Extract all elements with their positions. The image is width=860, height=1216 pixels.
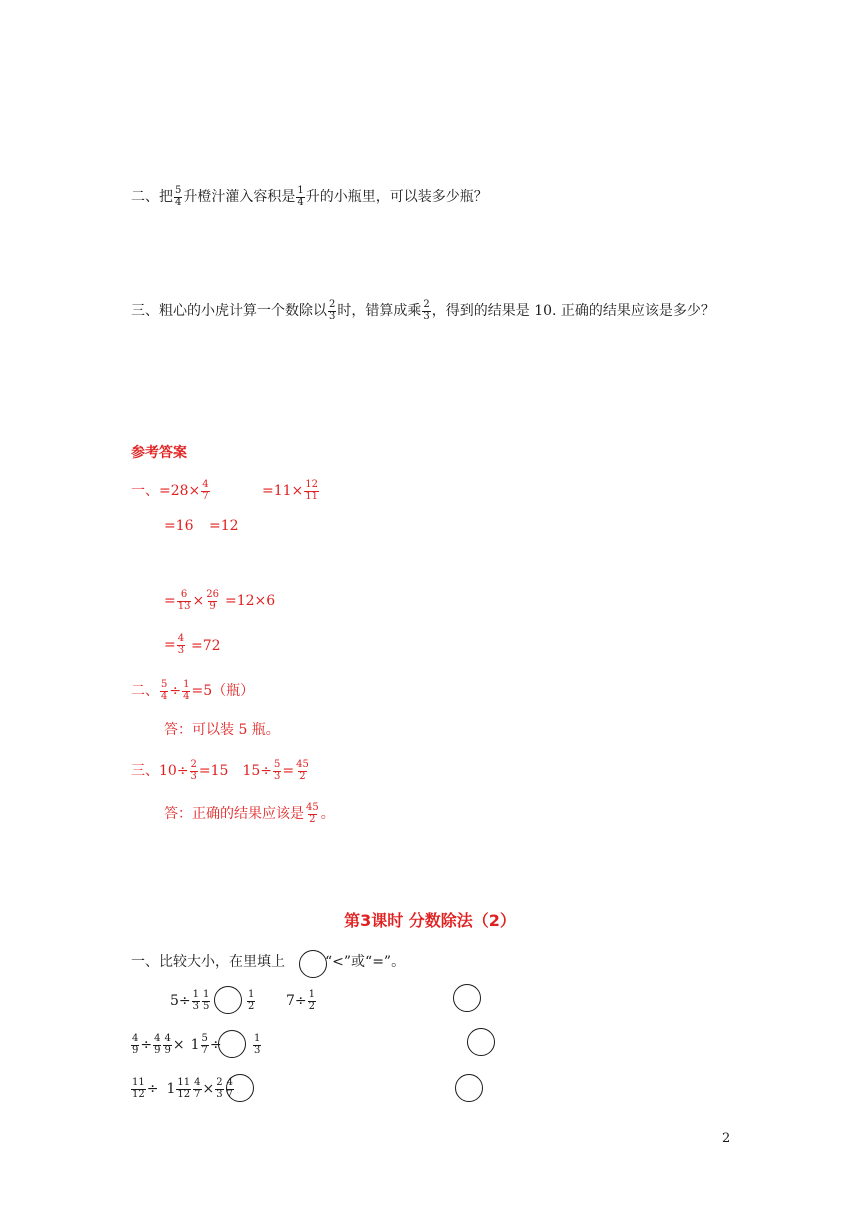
page-number: 2 bbox=[722, 1131, 731, 1146]
a2-fraction-1-4: $\frac{1}{4}$ bbox=[183, 679, 190, 702]
answer-2-text: 答：可以装 5 瓶。 bbox=[164, 722, 280, 738]
r3-fraction-2-3: $\frac{2}{3}$ bbox=[216, 1077, 223, 1100]
q3-fraction-2: $\frac{2}{3}$ bbox=[423, 299, 430, 322]
a3-fraction-5-3: $\frac{5}{3}$ bbox=[274, 759, 281, 782]
answer-3-text: 答：正确的结果应该是 $\frac{45}{2}$ 。 bbox=[164, 802, 335, 825]
answer-2-expression: 二、 $\frac{5}{4}$ ÷ $\frac{1}{4}$ =5（瓶） bbox=[131, 679, 255, 702]
answer-3-expression: 三、10÷ $\frac{2}{3}$ =15 15÷ $\frac{5}{3}$ = $\frac{45}{2}$ bbox=[131, 759, 309, 782]
r1-right-fraction-1-2: $\frac{1}{2}$ bbox=[308, 989, 316, 1012]
compare-row-2: $\frac{4}{9}$ ÷ $\frac{4}{9}$ $\frac{4}{9}$ × 1 $\frac{5}{7}$ ÷ bbox=[132, 1033, 222, 1056]
q2-prefix: 二、把 bbox=[131, 189, 173, 205]
compare-row-1-left: 5÷ $\frac{1}{3}$ $\frac{1}{5}$ bbox=[170, 989, 210, 1012]
q2-suffix: 升的小瓶里，可以装多少瓶？ bbox=[305, 189, 488, 205]
q3-suffix: ，得到的结果是 10. 正确的结果应该是多少？ bbox=[431, 303, 715, 319]
answers-heading: 参考答案 bbox=[131, 445, 187, 461]
r3-fraction-4-7-a: $\frac{4}{7}$ bbox=[194, 1077, 201, 1100]
a1-fraction-26-9: $\frac{26}{9}$ bbox=[206, 589, 219, 612]
q3-prefix: 三、粗心的小虎计算一个数除以 bbox=[131, 303, 327, 319]
answer-1-line-2a: =16 bbox=[164, 518, 194, 534]
answer-circle-row-3-right[interactable] bbox=[455, 1074, 483, 1102]
lesson-title: 第3课时 分数除法（2） bbox=[344, 911, 516, 930]
q2-fraction-1: $\frac{5}{4}$ bbox=[175, 185, 182, 208]
a1-fraction-12-11: $\frac{12}{11}$ bbox=[305, 479, 319, 502]
answer-circle-instruction[interactable] bbox=[299, 950, 327, 978]
r2-fraction-4-9-c: $\frac{4}{9}$ bbox=[164, 1033, 171, 1056]
lesson-instruction: 一、比较大小，在里填上 “<”或“=”。 bbox=[131, 954, 406, 970]
r3-fraction-4-7-b: $\frac{4}{7}$ bbox=[226, 1077, 233, 1100]
r2-fraction-1-3: $\frac{1}{3}$ bbox=[254, 1033, 261, 1056]
answer-1-line-1b: =11× $\frac{12}{11}$ bbox=[262, 479, 319, 502]
a1-fraction-4-3: $\frac{4}{3}$ bbox=[177, 633, 185, 656]
q3-fraction-1: $\frac{2}{3}$ bbox=[329, 299, 336, 322]
a3-fraction-2-3: $\frac{2}{3}$ bbox=[190, 759, 197, 782]
answer-circle-row-2-right[interactable] bbox=[467, 1028, 495, 1056]
answer-circle-row-1-right[interactable] bbox=[453, 984, 481, 1012]
answer-1-line-3b: =12×6 bbox=[225, 593, 276, 609]
question-3 bbox=[131, 300, 715, 322]
a3-answer-fraction-45-2: $\frac{45}{2}$ bbox=[306, 802, 319, 825]
answer-1-line-4b: =72 bbox=[191, 638, 221, 654]
q2-fraction-2: $\frac{1}{4}$ bbox=[297, 185, 304, 208]
r3-fraction-11-12-a: $\frac{11}{12}$ bbox=[132, 1077, 145, 1100]
question-2 bbox=[131, 186, 488, 208]
compare-row-1-left-tail bbox=[246, 990, 256, 1012]
answer-circle-row-3[interactable] bbox=[226, 1074, 254, 1102]
compare-row-1-right: 7÷ $\frac{1}{2}$ bbox=[286, 989, 316, 1012]
r2-fraction-4-9-b: $\frac{4}{9}$ bbox=[154, 1033, 161, 1056]
r1-fraction-1-3: $\frac{1}{3}$ bbox=[192, 989, 200, 1012]
r2-fraction-5-7: $\frac{5}{7}$ bbox=[201, 1033, 208, 1056]
compare-row-2-tail bbox=[252, 1034, 262, 1056]
answer-circle-row-2[interactable] bbox=[218, 1030, 246, 1058]
answer-circle-row-1[interactable] bbox=[214, 986, 242, 1014]
answer-1-line-1: 一、=28× $\frac{4}{7}$ bbox=[131, 479, 209, 502]
answer-1-line-4a: = $\frac{4}{3}$ bbox=[164, 633, 185, 656]
q2-mid: 升橙汁灌入容积是 bbox=[183, 189, 296, 205]
r3-fraction-11-12-b: $\frac{11}{12}$ bbox=[177, 1077, 191, 1100]
a1-fraction-6-13: $\frac{6}{13}$ bbox=[177, 589, 191, 612]
r1-fraction-1-2: $\frac{1}{2}$ bbox=[248, 989, 255, 1012]
a3-fraction-45-2: $\frac{45}{2}$ bbox=[296, 759, 309, 782]
r1-fraction-1-5: $\frac{1}{5}$ bbox=[203, 989, 210, 1012]
a2-fraction-5-4: $\frac{5}{4}$ bbox=[161, 679, 168, 702]
q3-mid: 时，错算成乘 bbox=[337, 303, 422, 319]
compare-row-3: $\frac{11}{12}$ ÷ 1 $\frac{11}{12}$ $\frac{4}{7}$ × $\frac{2}{3}$ $\frac{4}{7}$ bbox=[132, 1077, 233, 1100]
answer-1-line-3a: = $\frac{6}{13}$ × $\frac{26}{9}$ bbox=[164, 589, 219, 612]
answer-1-line-2b: =12 bbox=[209, 518, 239, 534]
r2-fraction-4-9-a: $\frac{4}{9}$ bbox=[132, 1033, 139, 1056]
a1-fraction-4-7: $\frac{4}{7}$ bbox=[202, 479, 209, 502]
